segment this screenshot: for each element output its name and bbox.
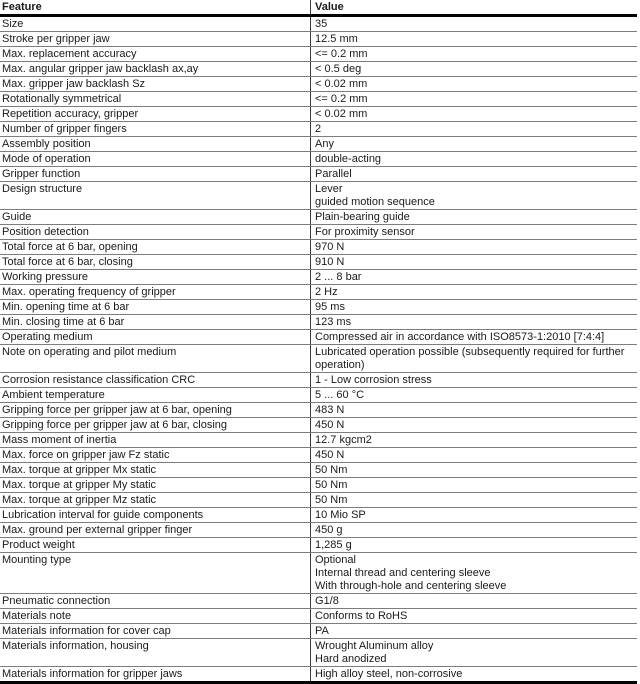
table-row	[0, 388, 637, 403]
value-cell	[310, 210, 637, 224]
value-line: 910 N	[315, 256, 345, 268]
value-cell	[310, 463, 637, 477]
value-line: Optional	[315, 554, 356, 566]
value-cell	[310, 32, 637, 46]
value-cell	[310, 77, 637, 91]
feature-cell: Materials note	[2, 610, 72, 622]
value-line: < 0.5 deg	[315, 63, 362, 75]
value-cell	[310, 388, 637, 402]
table-row	[0, 77, 637, 92]
value-cell	[310, 107, 637, 121]
table-row	[0, 122, 637, 137]
feature-cell: Materials information, housing	[2, 640, 149, 652]
value-line: 1 - Low corrosion stress	[315, 374, 432, 386]
feature-cell: Max. torque at gripper My static	[2, 479, 157, 491]
value-line: 2 Hz	[315, 286, 338, 298]
feature-cell: Max. force on gripper jaw Fz static	[2, 449, 170, 461]
value-cell	[310, 373, 637, 387]
value-line: Lever	[315, 183, 343, 195]
value-line: 12.7 kgcm2	[315, 434, 372, 446]
feature-cell: Materials information for cover cap	[2, 625, 171, 637]
feature-cell: Materials information for gripper jaws	[2, 668, 183, 680]
value-cell	[310, 478, 637, 492]
feature-cell: Max. ground per external gripper finger	[2, 524, 193, 536]
value-line: 1,285 g	[315, 539, 352, 551]
table-row	[0, 17, 637, 32]
table-row	[0, 62, 637, 77]
value-line: G1/8	[315, 595, 339, 607]
value-cell	[310, 493, 637, 507]
value-line: double-acting	[315, 153, 382, 165]
value-line: 35	[315, 18, 328, 30]
value-cell	[310, 255, 637, 269]
value-cell	[310, 182, 637, 209]
value-line: Internal thread and centering sleeve	[315, 567, 491, 579]
feature-cell: Note on operating and pilot medium	[2, 346, 177, 358]
feature-cell: Ambient temperature	[2, 389, 105, 401]
value-line: 450 g	[315, 524, 343, 536]
table-row	[0, 448, 637, 463]
feature-cell: Working pressure	[2, 271, 88, 283]
table-row	[0, 639, 637, 667]
value-line: 483 N	[315, 404, 345, 416]
value-cell	[310, 17, 637, 31]
table-row	[0, 285, 637, 300]
table-row	[0, 255, 637, 270]
table-row	[0, 523, 637, 538]
value-line: < 0.02 mm	[315, 108, 368, 120]
value-line: Parallel	[315, 168, 352, 180]
value-cell	[310, 553, 637, 593]
value-line: Lubricated operation possible (subsequently required for further operation)	[315, 346, 625, 371]
feature-cell: Rotationally symmetrical	[2, 93, 122, 105]
value-line: PA	[315, 625, 329, 637]
value-line: High alloy steel, non-corrosive	[315, 668, 463, 680]
value-cell	[310, 624, 637, 638]
value-line: 450 N	[315, 449, 345, 461]
feature-cell: Max. torque at gripper Mz static	[2, 494, 157, 506]
feature-cell: Size	[2, 18, 24, 30]
table-row	[0, 315, 637, 330]
value-line: Conforms to RoHS	[315, 610, 408, 622]
value-line: 95 ms	[315, 301, 345, 313]
table-row	[0, 270, 637, 285]
table-row	[0, 152, 637, 167]
table-header-row	[0, 0, 637, 17]
value-line: 2	[315, 123, 322, 135]
table-row	[0, 463, 637, 478]
column-header-feature: Feature	[2, 1, 42, 13]
value-cell	[310, 667, 637, 681]
feature-cell: Gripping force per gripper jaw at 6 bar, closing	[2, 419, 228, 431]
value-cell	[310, 403, 637, 417]
value-cell	[310, 137, 637, 151]
feature-cell: Assembly position	[2, 138, 91, 150]
table-row	[0, 107, 637, 122]
value-line: Plain-bearing guide	[315, 211, 410, 223]
value-cell	[310, 508, 637, 522]
table-row	[0, 478, 637, 493]
value-cell	[310, 448, 637, 462]
value-line: < 0.02 mm	[315, 78, 368, 90]
value-line: 50 Nm	[315, 479, 348, 491]
feature-cell: Gripper function	[2, 168, 81, 180]
value-cell	[310, 152, 637, 166]
feature-cell: Corrosion resistance classification CRC	[2, 374, 196, 386]
value-cell	[310, 270, 637, 284]
feature-cell: Operating medium	[2, 331, 93, 343]
value-line: Hard anodized	[315, 653, 387, 665]
feature-cell: Total force at 6 bar, opening	[2, 241, 138, 253]
value-cell	[310, 167, 637, 181]
feature-cell: Product weight	[2, 539, 75, 551]
value-cell	[310, 92, 637, 106]
feature-cell: Mode of operation	[2, 153, 91, 165]
table-row	[0, 92, 637, 107]
value-line: Compressed air in accordance with ISO8573-1:2010 [7:4:4]	[315, 331, 605, 343]
feature-cell: Pneumatic connection	[2, 595, 111, 607]
value-line: <= 0.2 mm	[315, 48, 368, 60]
value-cell	[310, 594, 637, 608]
table-row	[0, 609, 637, 624]
feature-cell: Max. gripper jaw backlash Sz	[2, 78, 146, 90]
table-row	[0, 538, 637, 553]
table-row	[0, 32, 637, 47]
table-row	[0, 300, 637, 315]
value-cell	[310, 523, 637, 537]
table-row	[0, 418, 637, 433]
value-cell	[310, 300, 637, 314]
value-cell	[310, 418, 637, 432]
value-cell	[310, 47, 637, 61]
value-cell	[310, 122, 637, 136]
feature-cell: Position detection	[2, 226, 89, 238]
table-row	[0, 225, 637, 240]
feature-cell: Design structure	[2, 183, 83, 195]
value-line: 2 ... 8 bar	[315, 271, 362, 283]
feature-cell: Gripping force per gripper jaw at 6 bar, opening	[2, 404, 232, 416]
value-line: Wrought Aluminum alloy	[315, 640, 434, 652]
table-row	[0, 493, 637, 508]
table-row	[0, 182, 637, 210]
value-line: 12.5 mm	[315, 33, 358, 45]
value-line: guided motion sequence	[315, 196, 435, 208]
feature-cell: Max. replacement accuracy	[2, 48, 137, 60]
value-cell	[310, 225, 637, 239]
feature-cell: Guide	[2, 211, 32, 223]
table-row	[0, 508, 637, 523]
value-line: 970 N	[315, 241, 345, 253]
table-row	[0, 403, 637, 418]
value-line: For proximity sensor	[315, 226, 415, 238]
table-row	[0, 553, 637, 594]
table-body	[0, 17, 637, 681]
table-row	[0, 667, 637, 681]
feature-cell: Min. closing time at 6 bar	[2, 316, 125, 328]
value-line: 5 ... 60 °C	[315, 389, 365, 401]
value-cell	[310, 285, 637, 299]
table-row	[0, 167, 637, 182]
feature-cell: Repetition accuracy, gripper	[2, 108, 139, 120]
value-line: 123 ms	[315, 316, 352, 328]
value-cell	[310, 240, 637, 254]
feature-cell: Max. operating frequency of gripper	[2, 286, 176, 298]
value-line: 10 Mio SP	[315, 509, 366, 521]
table-row	[0, 47, 637, 62]
value-line: 450 N	[315, 419, 345, 431]
table-row	[0, 594, 637, 609]
value-line: <= 0.2 mm	[315, 93, 368, 105]
value-cell	[310, 538, 637, 552]
feature-cell: Mass moment of inertia	[2, 434, 117, 446]
table-row	[0, 345, 637, 373]
table-row	[0, 240, 637, 255]
value-cell	[310, 330, 637, 344]
table-row	[0, 210, 637, 225]
table-row	[0, 624, 637, 639]
value-cell	[310, 345, 637, 372]
value-line: With through-hole and centering sleeve	[315, 580, 507, 592]
table-row	[0, 433, 637, 448]
value-cell	[310, 315, 637, 329]
feature-cell: Max. torque at gripper Mx static	[2, 464, 157, 476]
table-row	[0, 330, 637, 345]
feature-cell: Max. angular gripper jaw backlash ax,ay	[2, 63, 199, 75]
feature-cell: Lubrication interval for guide components	[2, 509, 204, 521]
column-header-value: Value	[310, 0, 637, 14]
feature-cell: Min. opening time at 6 bar	[2, 301, 130, 313]
feature-cell: Stroke per gripper jaw	[2, 33, 110, 45]
value-line: 50 Nm	[315, 464, 348, 476]
feature-cell: Total force at 6 bar, closing	[2, 256, 133, 268]
value-cell	[310, 639, 637, 666]
value-line: Any	[315, 138, 334, 150]
value-line: 50 Nm	[315, 494, 348, 506]
table-row	[0, 137, 637, 152]
feature-cell: Number of gripper fingers	[2, 123, 127, 135]
value-cell	[310, 62, 637, 76]
value-cell	[310, 609, 637, 623]
feature-cell: Mounting type	[2, 554, 72, 566]
table-row	[0, 373, 637, 388]
value-cell	[310, 433, 637, 447]
